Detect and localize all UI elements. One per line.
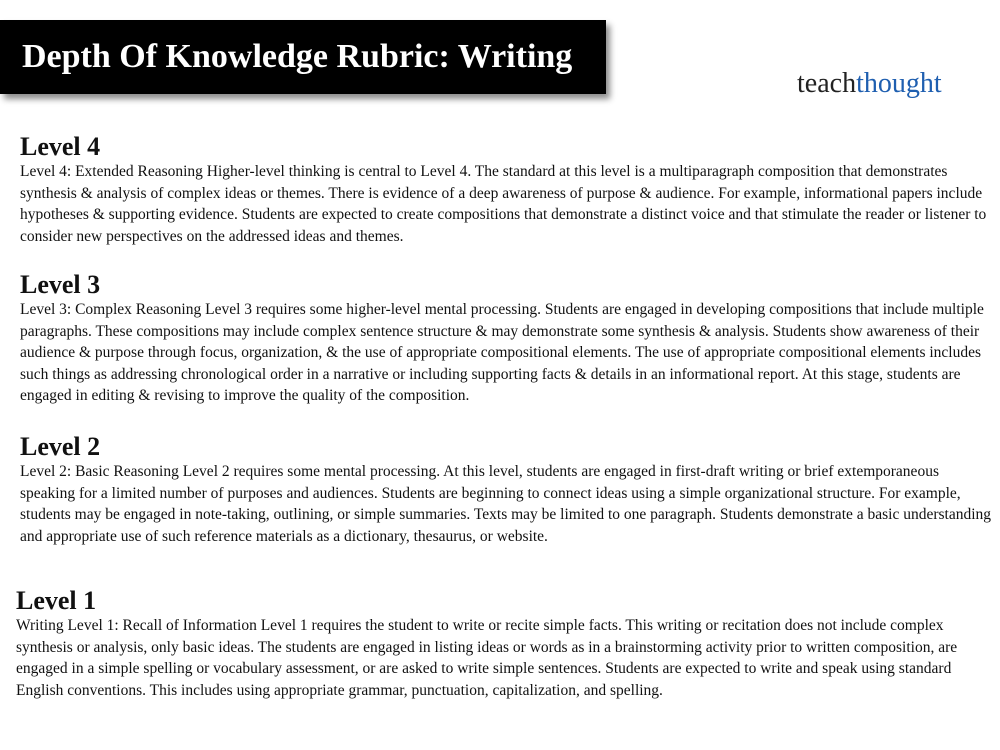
level-3-description: Level 3: Complex Reasoning Level 3 requires some higher-level mental processing. Students are engaged in developing compositions that include multiple paragraphs. These compositions may include complex sentence structure & may demonstrate some synthesis & analysis. Students show awareness of their audience & purpose through focus, organization, & the use of appropriate compositional elements. The use of appropriate compositional elements includes such things as addressing chronological order in a narrative or including supporting facts & details in an informational report. At this stage, students are engaged in editing & revising to improve the quality of the composition. [20,301,984,404]
level-4-heading: Level 4 [20,132,101,161]
brand-logo-thought: thought [856,68,942,99]
level-1-section [16,587,994,701]
level-1-heading: Level 1 [16,586,97,615]
level-1-description: Writing Level 1: Recall of Information Level 1 requires the student to write or recite simple facts. This writing or recitation does not include complex synthesis or analysis, only basic ideas. The students are engaged in listing ideas or words as in a brainstorming activity prior to written composition, are engaged in a simple spelling or vocabulary assessment, or are asked to write simple sentences. Students are expected to write and speak using standard English conventions. This includes using appropriate grammar, punctuation, capitalization, and spelling. [16,617,958,699]
level-3-heading: Level 3 [20,270,101,299]
page-title: Depth Of Knowledge Rubric: Writing [22,38,573,75]
brand-logo [797,70,942,98]
level-2-section [20,433,992,547]
level-4-description: Level 4: Extended Reasoning Higher-level thinking is central to Level 4. The standard at this level is a multiparagraph composition that demonstrates synthesis & analysis of complex ideas or themes. There is evidence of a deep awareness of purpose & audience. For example, informational papers include hypotheses & supporting evidence. Students are expected to create compositions that demonstrate a distinct voice and that stimulate the reader or listener to consider new perspectives on the addressed ideas and themes. [20,163,987,245]
level-4-section [20,133,990,247]
level-2-heading: Level 2 [20,432,101,461]
title-banner [0,20,606,94]
brand-logo-teach: teach [797,68,857,99]
level-2-description: Level 2: Basic Reasoning Level 2 requires some mental processing. At this level, students are engaged in first-draft writing or brief extemporaneous speaking for a limited number of purposes and audiences. Students are beginning to connect ideas using a simple organizational structure. For example, students may be engaged in note-taking, outlining, or simple summaries. Texts may be limited to one paragraph. Students demonstrate a basic understanding and appropriate use of such reference materials as a dictionary, thesaurus, or website. [20,463,992,545]
level-3-section [20,271,998,407]
